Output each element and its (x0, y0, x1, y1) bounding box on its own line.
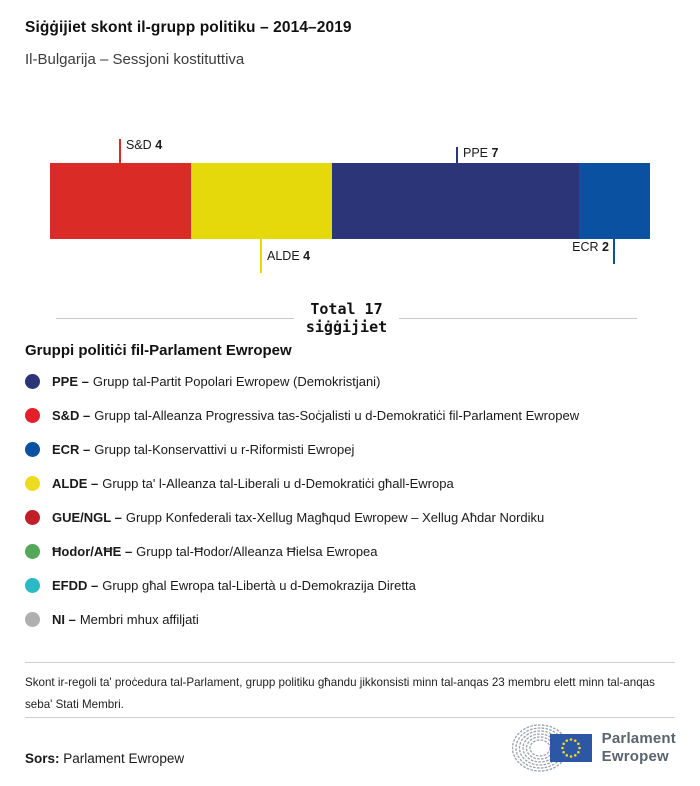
total-unit: siġġijiet (305, 318, 388, 336)
divider-line-left (56, 318, 294, 319)
page-subtitle: Il-Bulgarija – Sessjoni kostituttiva (25, 51, 245, 68)
ecr-seat-count: 2 (602, 240, 609, 254)
total-count: Total 17 (310, 300, 383, 318)
alde-seat-count: 4 (303, 249, 311, 263)
page-title: Siġġijiet skont il-grupp politiku – 2014–2019 (25, 19, 352, 36)
legend-dot-icon (25, 374, 40, 389)
stacked-bar (50, 163, 650, 239)
ecr-seat-label (572, 240, 609, 254)
legend-dot-icon (25, 442, 40, 457)
total-divider (56, 300, 637, 336)
legend-item (25, 568, 685, 602)
legend-item (25, 500, 685, 534)
source-value: Parlament Ewropew (63, 751, 185, 766)
divider-line-right (399, 318, 637, 319)
legend-dot-icon (25, 578, 40, 593)
logo-line2: Ewropew (601, 748, 669, 765)
source-label: Sors: (25, 751, 60, 766)
legend-item (25, 602, 685, 636)
legend-item-label: PPE – Grupp tal-Partit Popolari Ewropew (Demokristjani) (52, 373, 381, 389)
legend-list (25, 364, 685, 636)
legend-dot-icon (25, 612, 40, 627)
alde-leader-line (260, 239, 262, 273)
sd-seat-count: 4 (155, 138, 163, 152)
bar-segment-alde (191, 163, 332, 239)
logo-line1: Parlament (601, 730, 676, 747)
divider-rule-bottom (25, 717, 675, 718)
source-line (25, 751, 184, 766)
sd-group-name: S&D (126, 138, 152, 152)
ppe-group-name: PPE (463, 146, 489, 160)
legend-item-label: ALDE – Grupp ta' l-Alleanza tal-Liberali u d-Demokratiċi għall-Ewropa (52, 475, 454, 491)
ppe-seat-count: 7 (491, 146, 499, 160)
legend-item-label: ECR – Grupp tal-Konservattivi u r-Riformisti Ewropej (52, 441, 355, 457)
total-seats-label (294, 300, 399, 336)
ppe-leader-line (456, 147, 458, 163)
footnote-text: Skont ir-regoli ta' proċedura tal-Parlament, grupp politiku għandu jikkonsisti minn tal-anqas 23 membru elett minn tal-anqas seba' Stati Membri. (25, 676, 655, 711)
legend-item (25, 466, 685, 500)
ppe-seat-label (463, 146, 498, 160)
legend-dot-icon (25, 544, 40, 559)
legend-dot-icon (25, 476, 40, 491)
divider-rule-top (25, 662, 675, 663)
alde-group-name: ALDE (267, 249, 300, 263)
bar-segment-ppe (332, 163, 579, 239)
bar-segment-s-d (50, 163, 191, 239)
legend-dot-icon (25, 510, 40, 525)
legend-dot-icon (25, 408, 40, 423)
legend-item (25, 398, 685, 432)
alde-seat-label (267, 249, 310, 263)
legend-item-label: EFDD – Grupp għal Ewropa tal-Libertà u d-Demokrazija Diretta (52, 577, 416, 593)
parliament-hemicycle-icon (512, 724, 596, 772)
legend-item-label: NI – Membri mhux affiljati (52, 611, 199, 627)
bar-segment-ecr (579, 163, 650, 239)
legend-item (25, 432, 685, 466)
legend-item (25, 364, 685, 398)
european-parliament-logo (512, 724, 676, 772)
legend-heading: Gruppi politiċi fil-Parlament Ewropew (25, 342, 292, 359)
seats-chart (0, 130, 700, 280)
sd-leader-line (119, 139, 121, 163)
legend-item-label: S&D – Grupp tal-Alleanza Progressiva tas-Soċjalisti u d-Demokratiċi fil-Parlament Ewropew (52, 407, 580, 423)
logo-wordmark (602, 730, 676, 766)
sd-seat-label (126, 138, 162, 152)
legend-item (25, 534, 685, 568)
ecr-group-name: ECR (572, 240, 599, 254)
legend-item-label: Ħodor/AĦE – Grupp tal-Ħodor/Alleanza Ħielsa Ewropea (52, 543, 378, 559)
legend-item-label: GUE/NGL – Grupp Konfederali tax-Xellug Magħqud Ewropew – Xellug Aħdar Nordiku (52, 509, 545, 525)
ecr-leader-line (613, 239, 615, 264)
